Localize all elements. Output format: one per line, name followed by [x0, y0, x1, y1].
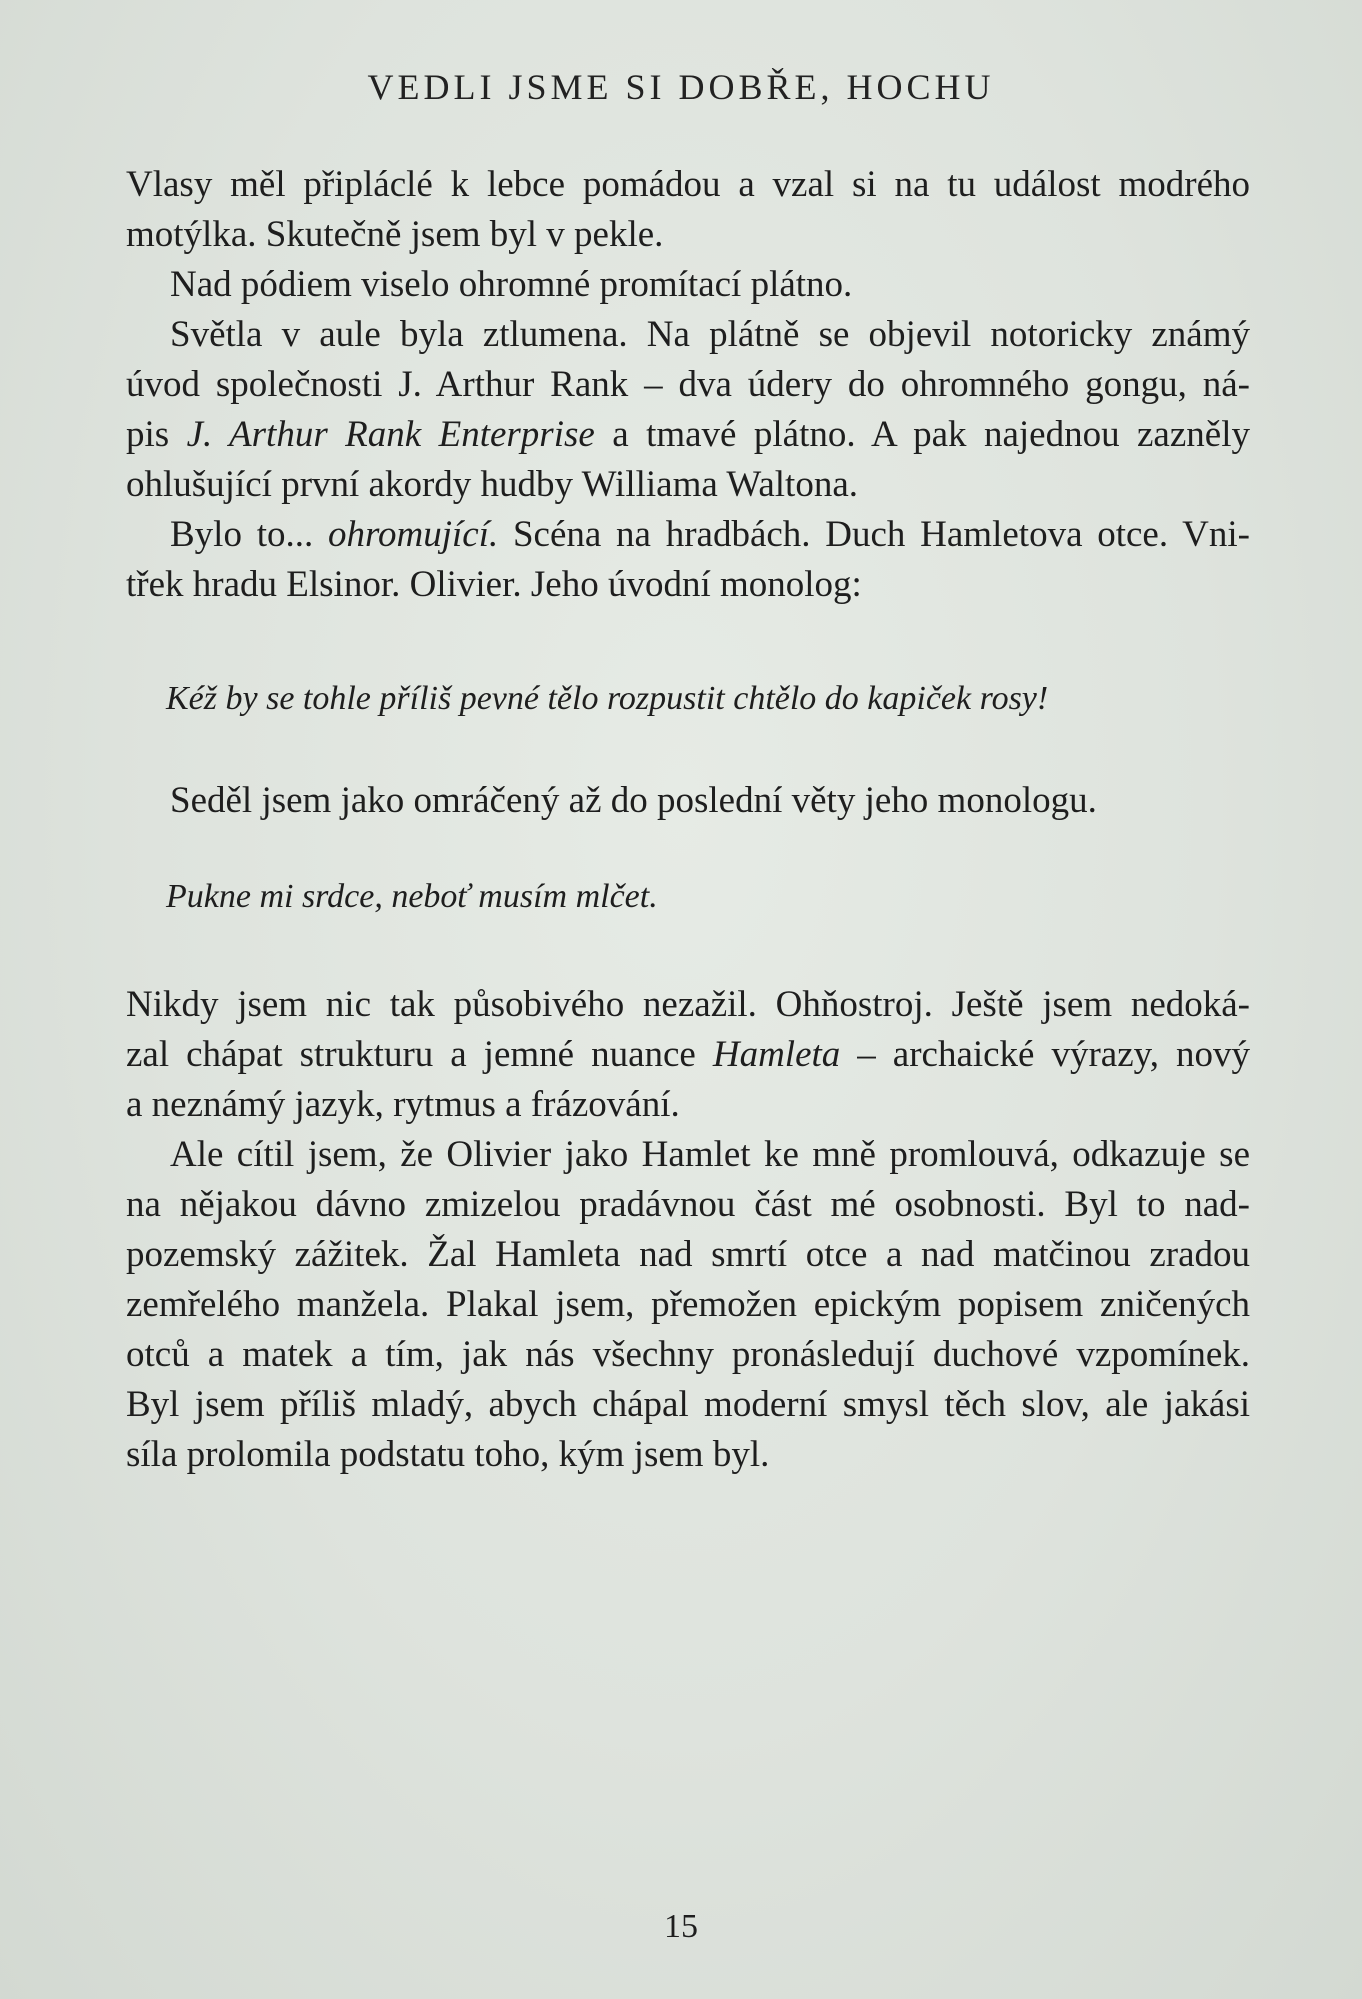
- text-line: Byl jsem příliš mladý, abych chápal moderní smysl těch slov, ale jakási: [126, 1384, 1250, 1425]
- text-line: Nad pódiem viselo ohromné promítací plátno.: [170, 264, 853, 305]
- text-line: Vlasy měl připláclé k lebce pomádou a vzal si na tu událost modrého: [126, 164, 1250, 205]
- text-line: pozemský zážitek. Žal Hamleta nad smrtí otce a nad matčinou zradou: [126, 1234, 1250, 1275]
- text-line: třek hradu Elsinor. Olivier. Jeho úvodní monolog:: [126, 564, 862, 605]
- text-run: zal chápat strukturu a jemné nuance: [126, 1034, 713, 1075]
- text-line: síla prolomila podstatu toho, kým jsem byl.: [126, 1434, 770, 1475]
- running-head: VEDLI JSME SI DOBŘE, HOCHU: [367, 67, 995, 107]
- text-line: Světla v aule byla ztlumena. Na plátně se objevil notoricky známý: [170, 314, 1250, 355]
- text-run: a tmavé plátno. A pak najednou zazněly: [594, 414, 1250, 455]
- page-number: 15: [664, 1908, 698, 1945]
- quote-2: Pukne mi srdce, neboť musím mlčet.: [166, 878, 658, 915]
- text-line: Nikdy jsem nic tak působivého nezažil. Ohňostroj. Ještě jsem nedoká-: [126, 984, 1250, 1025]
- italic-title: J. Arthur Rank Enterprise: [186, 414, 595, 455]
- text-line: motýlka. Skutečně jsem byl v pekle.: [126, 214, 664, 255]
- text-run: Scéna na hradbách. Duch Hamletova otce. Vni-: [498, 514, 1250, 555]
- italic-title: Hamleta: [712, 1034, 841, 1075]
- text-line: zemřelého manžela. Plakal jsem, přemožen epickým popisem zničených: [126, 1284, 1250, 1325]
- text-line: [126, 410, 1250, 460]
- paragraph-block-1: [126, 160, 1250, 610]
- text-run: – archaické výrazy, nový: [840, 1034, 1250, 1075]
- text-line: úvod společnosti J. Arthur Rank – dva údery do ohromného gongu, ná-: [126, 364, 1250, 405]
- text-line: na nějakou dávno zmizelou pradávnou část mé osobnosti. Byl to nad-: [126, 1184, 1250, 1225]
- paragraph-block-3: [126, 980, 1250, 1480]
- text-line: ohlušující první akordy hudby Williama Waltona.: [126, 464, 858, 505]
- text-line: otců a matek a tím, jak nás všechny pronásledují duchové vzpomínek.: [126, 1334, 1250, 1375]
- text-line: [126, 1030, 1250, 1080]
- text-line: Seděl jsem jako omráčený až do poslední věty jeho monologu.: [170, 780, 1097, 821]
- text-line: Ale cítil jsem, že Olivier jako Hamlet ke mně promlouvá, odkazuje se: [170, 1134, 1250, 1175]
- text-line: a neznámý jazyk, rytmus a frázování.: [126, 1084, 680, 1125]
- italic-word: ohromující.: [327, 514, 499, 555]
- paragraph-block-2: [126, 776, 1250, 826]
- text-line: [126, 510, 1250, 560]
- text-run: pis: [126, 414, 187, 455]
- quote-1: Kéž by se tohle příliš pevné tělo rozpustit chtělo do kapiček rosy!: [166, 680, 1049, 717]
- text-run: Bylo to...: [170, 514, 328, 555]
